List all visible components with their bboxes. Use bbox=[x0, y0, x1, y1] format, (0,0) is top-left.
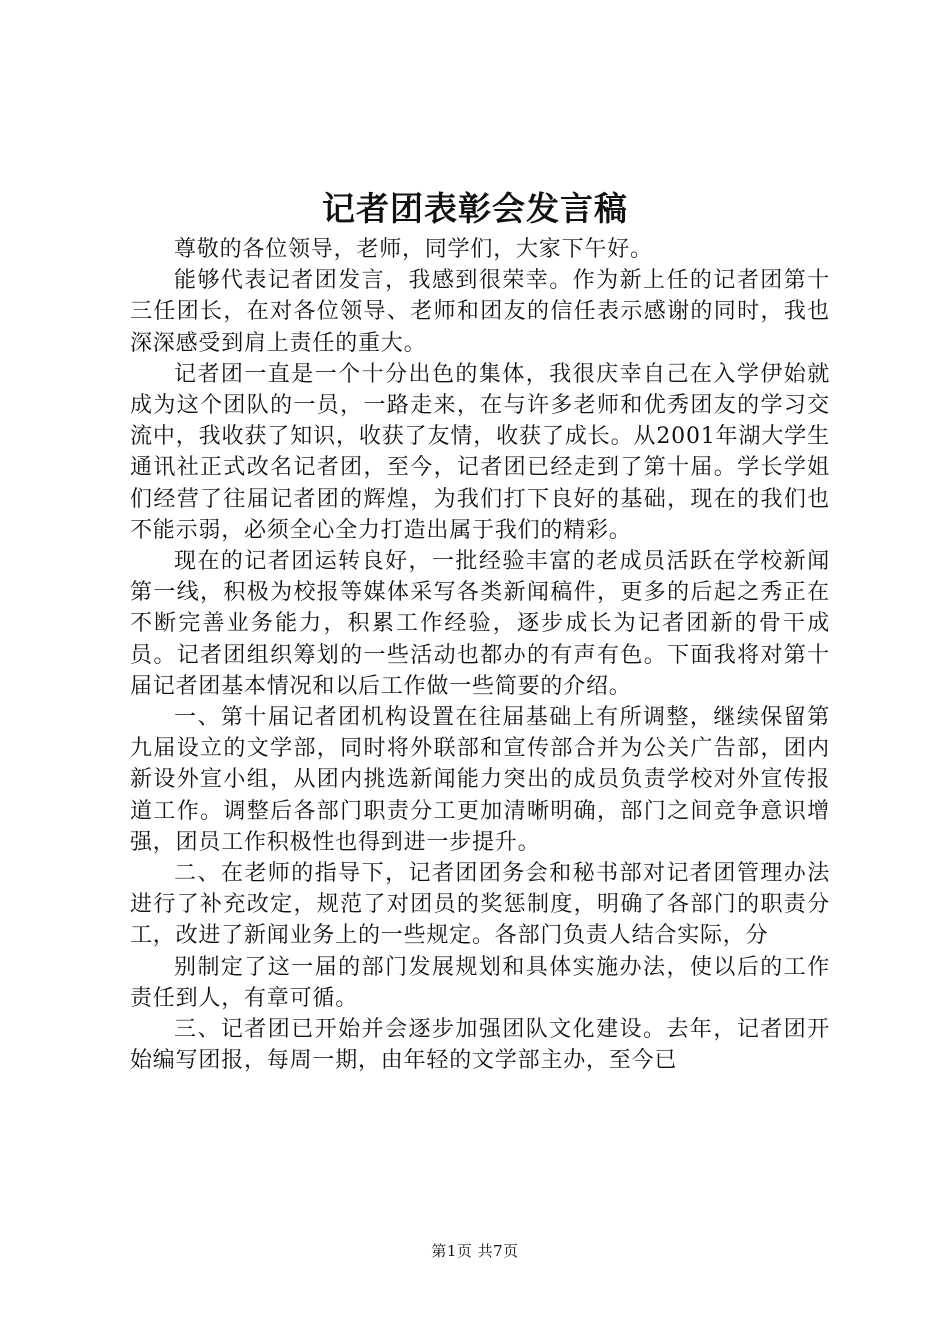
paragraph-point-two-continued: 别制定了这一届的部门发展规划和具体实施办法，使以后的工作责任到人，有章可循。 bbox=[130, 954, 830, 1011]
paragraph-point-three: 三、记者团已开始并会逐步加强团队文化建设。去年，记者团开始编写团报，每周一期，由年轻的文学部主办，至今已 bbox=[130, 1017, 830, 1074]
document-title: 记者团表彰会发言稿 bbox=[322, 189, 628, 228]
paragraph-intro: 能够代表记者团发言，我感到很荣幸。作为新上任的记者团第十三任团长，在对各位领导、老师和团友的信任表示感谢的同时，我也深深感受到肩上责任的重大。 bbox=[130, 268, 830, 356]
paragraph-current-status: 现在的记者团运转良好，一批经验丰富的老成员活跃在学校新闻第一线，积极为校报等媒体采写各类新闻稿件，更多的后起之秀正在不断完善业务能力，积累工作经验，逐步成长为记者团新的骨干成员。记者团组织筹划的一些活动也都办的有声有色。下面我将对第十届记者团基本情况和以后工作做一些简要的介绍。 bbox=[130, 549, 830, 699]
paragraph-greeting: 尊敬的各位领导，老师，同学们，大家下午好。 bbox=[174, 237, 653, 262]
paragraph-history: 记者团一直是一个十分出色的集体，我很庆幸自己在入学伊始就成为这个团队的一员，一路走来，在与许多老师和优秀团友的学习交流中，我收获了知识，收获了友情，收获了成长。从2001年湖大学生通讯社正式改名记者团，至今，记者团已经走到了第十届。学长学姐们经营了往届记者团的辉煌，为我们打下良好的基础，现在的我们也不能示弱，必须全心全力打造出属于我们的精彩。 bbox=[130, 361, 830, 543]
paragraph-point-two: 二、在老师的指导下，记者团团务会和秘书部对记者团管理办法进行了补充改定，规范了对团员的奖惩制度，明确了各部门的职责分工，改进了新闻业务上的一些规定。各部门负责人结合实际，分 bbox=[130, 861, 830, 949]
paragraph-point-one: 一、第十届记者团机构设置在往届基础上有所调整，继续保留第九届设立的文学部，同时将外联部和宣传部合并为公关广告部，团内新设外宣小组，从团内挑选新闻能力突出的成员负责学校对外宣传报道工作。调整后各部门职责分工更加清晰明确，部门之间竞争意识增强，团员工作积极性也得到进一步提升。 bbox=[130, 705, 830, 855]
page-number-footer: 第1页 共7页 bbox=[431, 1242, 519, 1260]
document-body bbox=[130, 234, 830, 1076]
